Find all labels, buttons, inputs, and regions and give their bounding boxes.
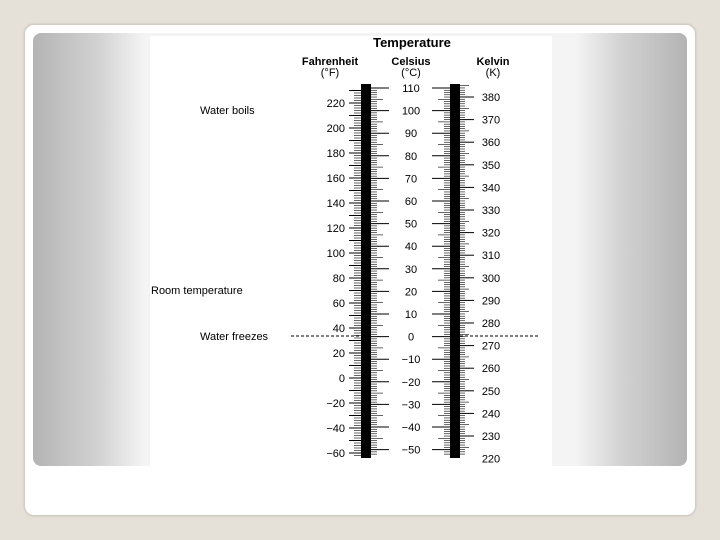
kelvin-tick-label: 230 [481, 431, 501, 443]
kelvin-unit: (K) [485, 67, 501, 79]
fahrenheit-tick-label: −20 [326, 398, 345, 410]
celsius-tick-label: 110 [402, 83, 420, 95]
celsius-labels [402, 83, 421, 457]
kelvin-tick-label: 350 [481, 159, 501, 172]
kelvin-tick-label: 280 [481, 318, 501, 330]
fahrenheit-labels [326, 98, 345, 460]
kelvin-tick-label: 370 [481, 114, 501, 127]
celsius-tick-label: 30 [404, 263, 418, 276]
celsius-tick-label: −20 [401, 376, 421, 389]
fahrenheit-tick-label: 60 [332, 298, 345, 310]
celsius-tick-label: 100 [401, 105, 421, 118]
kelvin-tick-label: 300 [481, 272, 501, 285]
fahrenheit-tick-label: 100 [326, 248, 345, 260]
celsius-tick-label: 60 [404, 196, 418, 208]
kelvin-tick-label: 220 [481, 453, 501, 466]
celsius-tick-label: −10 [401, 354, 421, 367]
fahrenheit-heading: Fahrenheit [301, 56, 359, 68]
kelvin-tick-label: 260 [481, 363, 501, 376]
fahrenheit-tick-label: 120 [326, 223, 345, 235]
kelvin-tick-label: 240 [481, 408, 501, 421]
kelvin-tick-label: 270 [481, 340, 501, 353]
celsius-tick-label: 10 [404, 309, 418, 321]
kelvin-tick-label: 310 [481, 250, 501, 263]
figure-title: Temperature [373, 36, 451, 50]
water-boils-label: Water boils [200, 105, 255, 117]
fahrenheit-tick-label: 40 [332, 323, 345, 335]
fahrenheit-tick-label: 80 [332, 273, 345, 285]
kelvin-tick-label: 290 [481, 295, 501, 308]
kelvin-labels [482, 92, 500, 466]
celsius-kelvin-bar [450, 84, 460, 458]
fahrenheit-celsius-bar [361, 84, 371, 458]
fahrenheit-tick-label: 200 [326, 123, 345, 135]
fahrenheit-tick-label: −60 [326, 448, 345, 460]
fahrenheit-tick-label: 220 [326, 98, 345, 110]
celsius-tick-label: 80 [404, 150, 418, 163]
celsius-tick-label: −30 [401, 399, 421, 412]
celsius-tick-label: 0 [407, 331, 415, 344]
kelvin-heading: Kelvin [476, 56, 510, 68]
celsius-tick-label: 20 [404, 286, 418, 299]
celsius-tick-label: −40 [401, 422, 421, 434]
kelvin-tick-label: 330 [481, 205, 501, 217]
fahrenheit-tick-label: −40 [326, 423, 345, 435]
room-temperature-label: Room temperature [151, 285, 243, 297]
celsius-tick-label: 40 [404, 241, 418, 254]
fahrenheit-tick-label: 160 [326, 173, 345, 185]
fahrenheit-tick-label: 140 [326, 198, 345, 210]
celsius-unit: (°C) [401, 67, 421, 79]
fahrenheit-unit: (°F) [320, 67, 340, 79]
celsius-heading: Celsius [391, 56, 431, 68]
celsius-tick-label: 50 [404, 218, 418, 231]
kelvin-tick-label: 320 [481, 227, 501, 240]
water-freezes-label: Water freezes [200, 331, 269, 343]
kelvin-tick-label: 360 [481, 137, 501, 150]
kelvin-tick-label: 340 [481, 182, 501, 195]
celsius-tick-label: −50 [401, 444, 421, 457]
celsius-tick-label: 70 [404, 173, 418, 186]
temperature-scales-svg [150, 36, 552, 466]
fahrenheit-tick-label: 0 [338, 373, 345, 385]
temperature-figure [150, 36, 552, 466]
fahrenheit-tick-label: 20 [332, 348, 345, 360]
kelvin-tick-label: 250 [481, 385, 501, 398]
fahrenheit-tick-label: 180 [326, 148, 345, 160]
kelvin-tick-label: 380 [481, 92, 501, 104]
celsius-tick-label: 90 [404, 128, 418, 141]
